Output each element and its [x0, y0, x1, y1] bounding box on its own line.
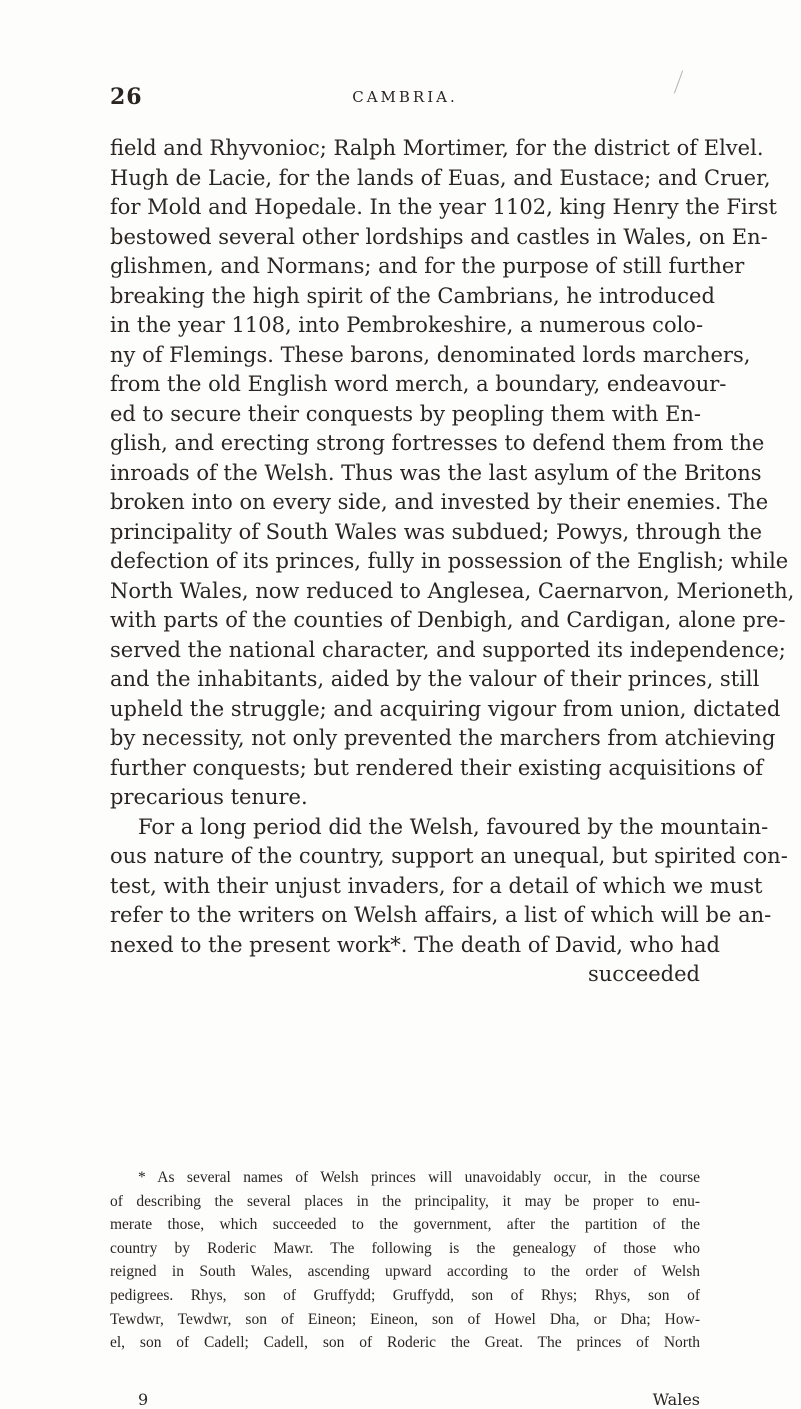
page-number: 26 — [110, 84, 143, 110]
footnote-line: pedigrees. Rhys, son of Gruffydd; Gruffydd, son of Rhys; Rhys, son of — [110, 1286, 700, 1304]
body-line: field and Rhyvonioc; Ralph Mortimer, for the district of Elvel. — [110, 136, 764, 160]
body-line: and the inhabitants, aided by the valour of their princes, still — [110, 667, 760, 691]
body-line: upheld the struggle; and acquiring vigour from union, dictated — [110, 696, 781, 721]
body-line: from the old English word merch, a boundary, endeavour- — [110, 372, 727, 396]
body-line: test, with their unjust invaders, for a detail of which we must — [110, 873, 763, 898]
body-line: in the year 1108, into Pembrokeshire, a numerous colo- — [110, 313, 704, 337]
footnote-line: Tewdwr, Tewdwr, son of Eineon; Eineon, son of Howel Dha, or Dha; How- — [110, 1310, 700, 1328]
signature-mark: 9 — [138, 1390, 149, 1409]
body-line: defection of its princes, fully in possession of the English; while — [110, 549, 789, 573]
paragraph-start-line: For a long period did the Welsh, favoured by the mountain- — [138, 814, 769, 839]
body-line: with parts of the counties of Denbigh, and Cardigan, alone pre- — [110, 608, 786, 632]
footnote-line: reigned in South Wales, ascending upward according to the order of Welsh — [110, 1263, 700, 1281]
body-line: precarious tenure. — [110, 785, 308, 809]
body-line: principality of South Wales was subdued; Powys, through the — [110, 519, 763, 544]
body-line: bestowed several other lordships and castles in Wales, on En- — [110, 224, 768, 249]
body-line: ed to secure their conquests by peopling them with En- — [110, 401, 702, 426]
footnote — [110, 1166, 700, 1355]
body-line: served the national character, and supported its independence; — [110, 637, 786, 662]
footnote-line: merate those, which succeeded to the government, after the partition of the — [110, 1216, 700, 1234]
running-head: CAMBRIA. — [352, 88, 458, 106]
page-header — [110, 84, 700, 114]
body-line: ny of Flemings. These barons, denominated lords marchers, — [110, 342, 751, 367]
body-line: Hugh de Lacie, for the lands of Euas, and Eustace; and Cruer, — [110, 165, 771, 190]
catchword: succeeded — [588, 962, 700, 986]
body-line: broken into on every side, and invested by their enemies. The — [110, 490, 769, 514]
footnote-line: of describing the several places in the principality, it may be proper to enu- — [110, 1192, 700, 1210]
body-line: by necessity, not only prevented the marchers from atchieving — [110, 726, 776, 750]
body-line: nexed to the present work*. The death of David, who had — [110, 932, 720, 957]
body-line: refer to the writers on Welsh affairs, a list of which will be an- — [110, 903, 772, 927]
footnote-line: * As several names of Welsh princes will unavoidably occur, in the course — [138, 1169, 700, 1186]
body-text — [110, 134, 795, 990]
body-line: inroads of the Welsh. Thus was the last asylum of the Britons — [110, 460, 762, 485]
footnote-line: el, son of Cadell; Cadell, son of Roderic the Great. The princes of North — [110, 1334, 700, 1352]
body-line: glish, and erecting strong fortresses to defend them from the — [110, 431, 765, 455]
footnote-line: country by Roderic Mawr. The following is the genealogy of those who — [110, 1239, 700, 1257]
body-line: breaking the high spirit of the Cambrians, he introduced — [110, 283, 715, 308]
body-line: glishmen, and Normans; and for the purpose of still further — [110, 254, 745, 278]
body-line: ous nature of the country, support an unequal, but spirited con- — [110, 844, 788, 868]
body-line: further conquests; but rendered their existing acquisitions of — [110, 755, 764, 780]
body-line: for Mold and Hopedale. In the year 1102, king Henry the First — [110, 195, 777, 219]
footnote-catchword: Wales — [652, 1390, 700, 1409]
body-line: North Wales, now reduced to Anglesea, Caernarvon, Merioneth, — [110, 578, 795, 603]
